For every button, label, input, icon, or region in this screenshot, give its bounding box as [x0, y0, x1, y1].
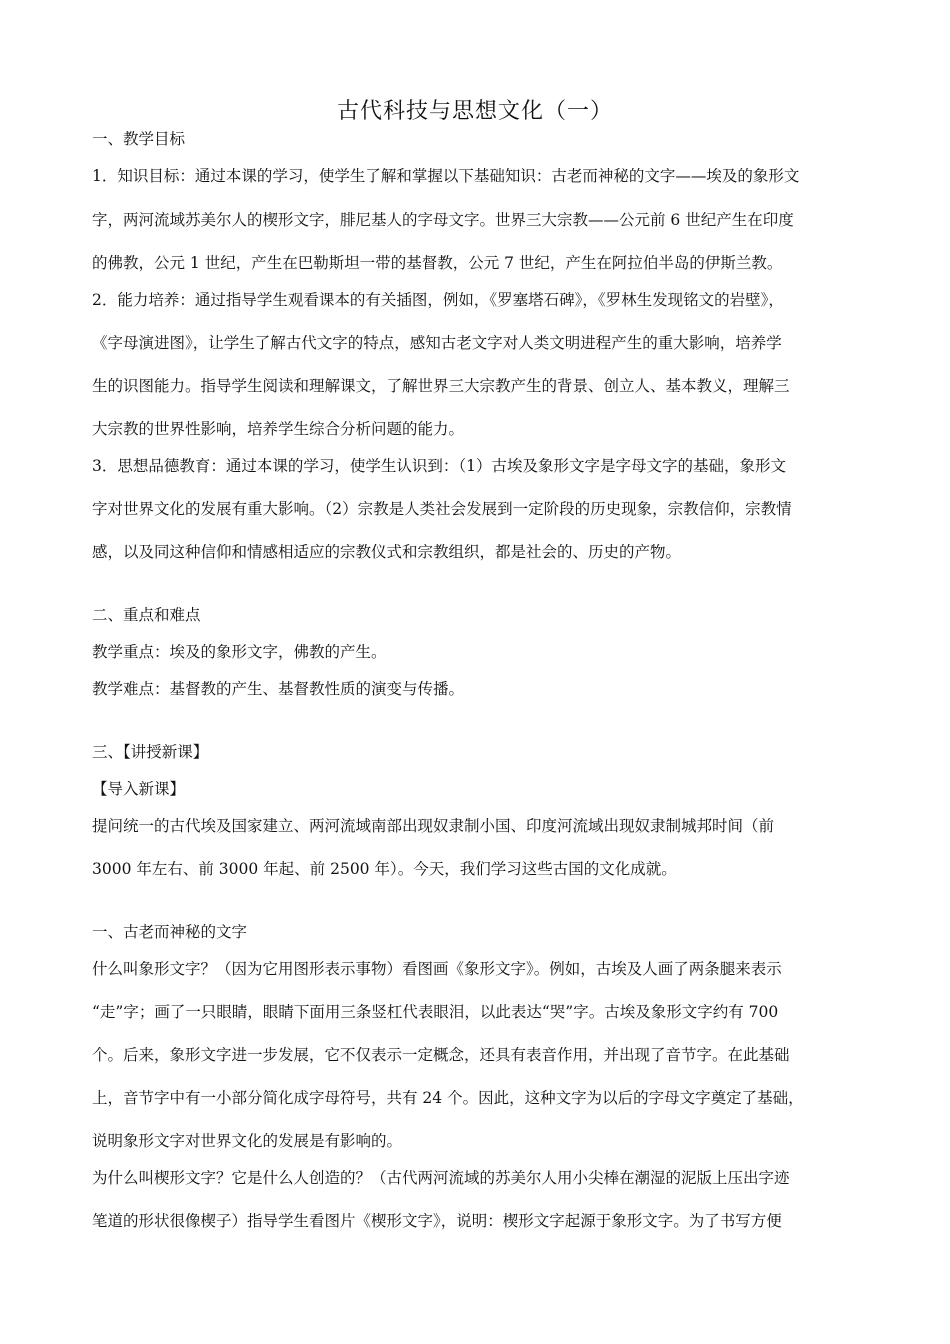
section-heading: 二、重点和难点 [92, 606, 201, 624]
paragraph-line: 感，以及同这种信仰和情感相适应的宗教仪式和宗教组织，都是社会的、历史的产物。 [92, 543, 682, 561]
paragraph-line: 《字母演进图》，让学生了解古代文字的特点，感知古老文字对人类文明进程产生的重大影响，培养学 [92, 334, 782, 352]
paragraph-line: 为什么叫楔形文字？它是什么人创造的？（古代两河流域的苏美尔人用小尖棒在潮湿的泥版上压出字迹 [92, 1169, 790, 1187]
section-heading: 一、古老而神秘的文字 [92, 923, 248, 941]
paragraph-line: 教学难点：基督教的产生、基督教性质的演变与传播。 [92, 680, 465, 698]
subheading: 【导入新课】 [92, 780, 186, 798]
paragraph-line: 的佛教，公元 1 世纪，产生在巴勒斯坦一带的基督教，公元 7 世纪，产生在阿拉伯半岛的伊斯兰教。 [92, 254, 783, 272]
paragraph-line: 生的识图能力。指导学生阅读和理解课文，了解世界三大宗教产生的背景、创立人、基本教义，理解三 [92, 377, 790, 395]
paragraph-line: 个。后来，象形文字进一步发展，它不仅表示一定概念，还具有表音作用，并出现了音节字。在此基础 [92, 1046, 790, 1064]
paragraph-line: 字，两河流域苏美尔人的楔形文字，腓尼基人的字母文字。世界三大宗教——公元前 6 世纪产生在印度 [92, 211, 794, 229]
paragraph-line: 大宗教的世界性影响，培养学生综合分析问题的能力。 [92, 420, 465, 438]
paragraph-line: 3．思想品德教育：通过本课的学习，使学生认识到：（1）古埃及象形文字是字母文字的基础，象形文 [92, 457, 786, 475]
paragraph-line: 教学重点：埃及的象形文字，佛教的产生。 [92, 643, 387, 661]
paragraph-line: 字对世界文化的发展有重大影响。（2）宗教是人类社会发展到一定阶段的历史现象，宗教信仰，宗教情 [92, 500, 792, 518]
paragraph-line: “走”字；画了一只眼睛，眼睛下面用三条竖杠代表眼泪，以此表达“哭”字。古埃及象形文字约有 700 [92, 1003, 779, 1021]
paragraph-line: 上，音节字中有一小部分简化成字母符号，共有 24 个。因此，这种文字为以后的字母文字奠定了基础， [92, 1089, 804, 1107]
paragraph-line: 什么叫象形文字？（因为它用图形表示事物）看图画《象形文字》。例如，古埃及人画了两条腿来表示 [92, 960, 782, 978]
page-title: 古代科技与思想文化（一） [336, 99, 613, 124]
paragraph-line: 3000 年左右、前 3000 年起、前 2500 年）。今天，我们学习这些古国的文化成就。 [92, 860, 677, 878]
paragraph-line: 2．能力培养：通过指导学生观看课本的有关插图，例如，《罗塞塔石碑》，《罗林生发现铭文的岩壁》， [92, 291, 784, 309]
section-heading: 一、教学目标 [92, 130, 186, 148]
paragraph-line: 说明象形文字对世界文化的发展是有影响的。 [92, 1132, 403, 1150]
paragraph-line: 笔道的形状很像楔子）指导学生看图片《楔形文字》，说明：楔形文字起源于象形文字。为了书写方便 [92, 1212, 782, 1230]
section-heading: 三、【讲授新课】 [92, 743, 209, 761]
paragraph-line: 提问统一的古代埃及国家建立、两河流域南部出现奴隶制小国、印度河流域出现奴隶制城邦时间（前 [92, 817, 775, 835]
paragraph-line: 1．知识目标：通过本课的学习，使学生了解和掌握以下基础知识：古老而神秘的文字——埃及的象形文 [92, 167, 800, 185]
